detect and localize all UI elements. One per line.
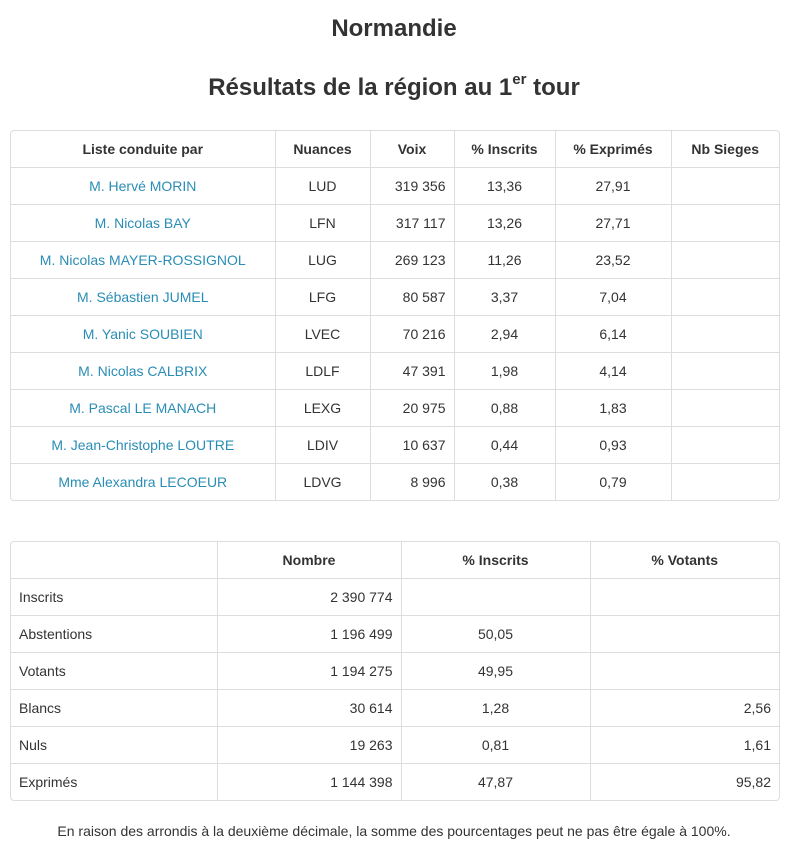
voix-cell: 47 391 (370, 353, 454, 390)
pct-inscrits-cell: 13,26 (454, 205, 555, 242)
pct-inscrits-cell: 2,94 (454, 316, 555, 353)
nuance-cell: LUG (275, 242, 370, 279)
nuance-cell: LFN (275, 205, 370, 242)
nombre-cell: 2 390 774 (217, 579, 401, 616)
nuance-cell: LVEC (275, 316, 370, 353)
header-pct-inscrits: % Inscrits (454, 131, 555, 168)
subtitle-superscript: er (512, 71, 527, 88)
voix-cell: 317 117 (370, 205, 454, 242)
summary-label: Nuls (11, 727, 217, 764)
pct-inscrits-cell: 49,95 (401, 653, 590, 690)
pct-inscrits-cell: 3,37 (454, 279, 555, 316)
voix-cell: 20 975 (370, 390, 454, 427)
nuance-cell: LDIV (275, 427, 370, 464)
sieges-cell (671, 464, 779, 501)
table-row (11, 168, 779, 205)
nombre-cell: 1 194 275 (217, 653, 401, 690)
header-blank (11, 542, 217, 579)
sieges-cell (671, 242, 779, 279)
pct-inscrits-cell: 1,28 (401, 690, 590, 727)
pct-inscrits-cell: 1,98 (454, 353, 555, 390)
header-liste: Liste conduite par (11, 131, 275, 168)
table-row (11, 690, 779, 727)
pct-inscrits-cell: 0,38 (454, 464, 555, 501)
pct-exprimes-cell: 23,52 (555, 242, 671, 279)
summary-label: Blancs (11, 690, 217, 727)
sieges-cell (671, 390, 779, 427)
candidate-link[interactable]: M. Nicolas CALBRIX (11, 353, 275, 390)
voix-cell: 8 996 (370, 464, 454, 501)
table-row (11, 316, 779, 353)
header-nombre: Nombre (217, 542, 401, 579)
summary-table-container (10, 541, 780, 801)
sieges-cell (671, 427, 779, 464)
header-pct-inscrits: % Inscrits (401, 542, 590, 579)
candidate-link[interactable]: M. Nicolas BAY (11, 205, 275, 242)
pct-exprimes-cell: 27,71 (555, 205, 671, 242)
nuance-cell: LFG (275, 279, 370, 316)
summary-table (11, 542, 779, 800)
pct-votants-cell: 95,82 (735, 774, 771, 790)
header-nb-sieges: Nb Sieges (671, 131, 779, 168)
sieges-cell (671, 353, 779, 390)
table-row (11, 727, 779, 764)
pct-inscrits-cell: 47,87 (401, 764, 590, 801)
candidate-link[interactable]: M. Jean-Christophe LOUTRE (11, 427, 275, 464)
candidate-link[interactable]: M. Hervé MORIN (11, 168, 275, 205)
nombre-cell: 30 614 (217, 690, 401, 727)
page-subtitle (0, 72, 788, 104)
voix-cell: 269 123 (370, 242, 454, 279)
pct-exprimes-cell: 7,04 (555, 279, 671, 316)
table-row (11, 653, 779, 690)
summary-label: Inscrits (11, 579, 217, 616)
header-nuances: Nuances (275, 131, 370, 168)
results-header-row (11, 131, 779, 168)
table-row (11, 764, 779, 801)
table-row (11, 353, 779, 390)
subtitle-suffix: tour (526, 74, 580, 101)
table-row (11, 427, 779, 464)
summary-body (11, 579, 779, 801)
pct-inscrits-cell: 0,88 (454, 390, 555, 427)
candidate-link[interactable]: M. Pascal LE MANACH (11, 390, 275, 427)
nombre-cell: 1 144 398 (217, 764, 401, 801)
candidate-link[interactable]: M. Sébastien JUMEL (11, 279, 275, 316)
nombre-cell: 19 263 (217, 727, 401, 764)
header-voix: Voix (370, 131, 454, 168)
summary-label: Exprimés (11, 764, 217, 801)
pct-exprimes-cell: 27,91 (555, 168, 671, 205)
nombre-cell: 1 196 499 (217, 616, 401, 653)
pct-votants-cell (590, 616, 779, 653)
pct-votants-cell: 1,61 (590, 727, 779, 764)
pct-votants-cell: 2,56 (590, 690, 779, 727)
pct-exprimes-cell: 0,93 (555, 427, 671, 464)
summary-label: Votants (11, 653, 217, 690)
nuance-cell: LUD (275, 168, 370, 205)
summary-header-row (11, 542, 779, 579)
pct-inscrits-cell: 13,36 (454, 168, 555, 205)
subtitle-prefix: Résultats de la région au 1 (208, 74, 513, 101)
results-body (11, 168, 779, 501)
pct-votants-cell (590, 653, 779, 690)
voix-cell: 319 356 (370, 168, 454, 205)
pct-inscrits-cell: 0,44 (454, 427, 555, 464)
pct-exprimes-cell: 4,14 (555, 353, 671, 390)
nuance-cell: LEXG (275, 390, 370, 427)
nuance-cell: LDLF (275, 353, 370, 390)
pct-inscrits-cell (401, 579, 590, 616)
pct-inscrits-cell: 11,26 (454, 242, 555, 279)
pct-votants-cell (590, 579, 779, 616)
nuance-cell: LDVG (275, 464, 370, 501)
table-row (11, 205, 779, 242)
table-row (11, 242, 779, 279)
table-row (11, 390, 779, 427)
pct-inscrits-cell: 50,05 (401, 616, 590, 653)
table-row (11, 279, 779, 316)
pct-exprimes-cell: 6,14 (555, 316, 671, 353)
voix-cell: 70 216 (370, 316, 454, 353)
candidate-link[interactable]: M. Nicolas MAYER-ROSSIGNOL (11, 242, 275, 279)
pct-exprimes-cell: 1,83 (555, 390, 671, 427)
results-table (11, 131, 779, 500)
candidate-link[interactable]: Mme Alexandra LECOEUR (11, 464, 275, 501)
sieges-cell (671, 279, 779, 316)
header-pct-votants: % Votants (590, 542, 779, 579)
header-pct-exprimes: % Exprimés (555, 131, 671, 168)
voix-cell: 80 587 (370, 279, 454, 316)
summary-label: Abstentions (11, 616, 217, 653)
pct-exprimes-cell: 0,79 (555, 464, 671, 501)
region-title: Normandie (331, 15, 457, 42)
sieges-cell (671, 316, 779, 353)
table-row (11, 464, 779, 501)
sieges-cell (671, 205, 779, 242)
candidate-link[interactable]: M. Yanic SOUBIEN (11, 316, 275, 353)
sieges-cell (671, 168, 779, 205)
footnote: En raison des arrondis à la deuxième décimale, la somme des pourcentages peut ne pas être égale à 100%. (57, 823, 731, 839)
results-table-container (10, 130, 780, 501)
voix-cell: 10 637 (370, 427, 454, 464)
pct-inscrits-cell: 0,81 (401, 727, 590, 764)
table-row (11, 579, 779, 616)
table-row (11, 616, 779, 653)
